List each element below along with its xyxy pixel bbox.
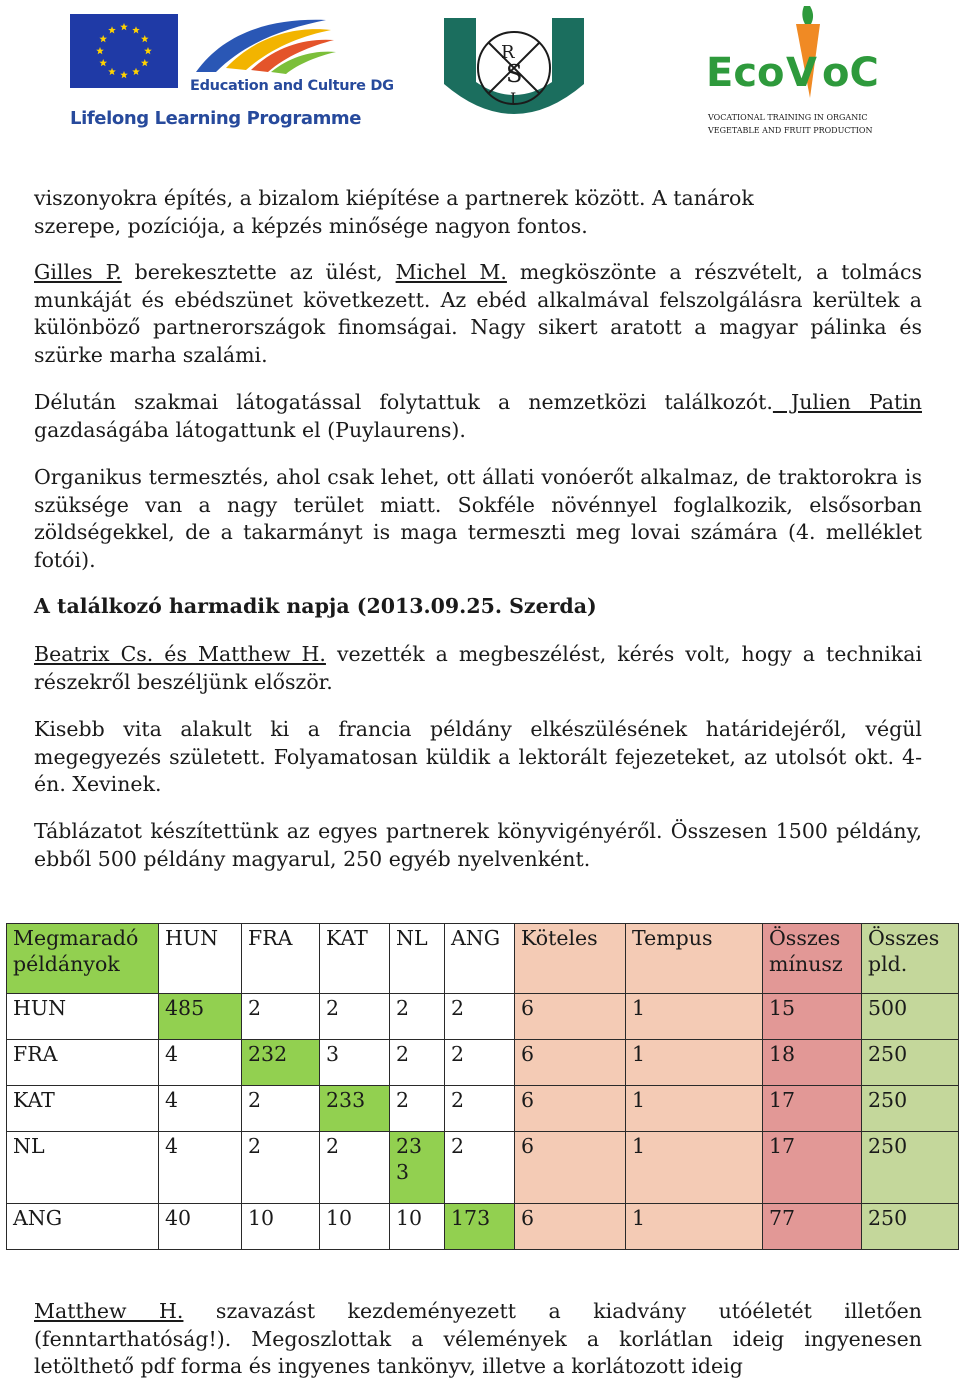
table-cell: 10 [390,1204,445,1250]
table-cell: 2 [390,994,445,1040]
copies-table [6,923,959,1250]
p1-line-1: viszonyokra építés, a bizalom kiépítése a partnerek között. A tanárok [34,186,754,210]
table-header-cell: ANG [445,924,515,994]
table-cell: 4 [159,1132,242,1204]
table-cell: 2 [445,1086,515,1132]
table-cell: 17 [763,1086,862,1132]
table-cell: 3 [320,1040,390,1086]
paragraph-3: Délután szakmai látogatással folytattuk a nemzetközi találkozót. Julien Patin gazdaságába látogattunk el (Puylaurens). [34,390,922,442]
paragraph-7: Táblázatot készítettünk az egyes partnerek könyvigényéről. Összesen 1500 példány, ebből 500 példány magyarul, 250 egyéb nyelvenként. [34,819,922,871]
table-cell: 2 [445,1040,515,1086]
p1-line-2: szerepe, pozíciója, a képzés minősége nagyon fontos. [34,213,588,238]
table-row [7,994,959,1040]
svg-text:Eco: Eco [706,50,785,96]
table-cell: 40 [159,1204,242,1250]
row-label-cell: KAT [7,1086,159,1132]
table-cell: 10 [242,1204,320,1250]
svg-text:S: S [506,60,523,88]
table-cell: 485 [159,994,242,1040]
table-cell: 250 [862,1132,959,1204]
table-cell: 232 [242,1040,320,1086]
u-shield-logo [440,12,588,130]
row-label-cell: ANG [7,1204,159,1250]
svg-text:VEGETABLE AND FRUIT PRODUCTION: VEGETABLE AND FRUIT PRODUCTION [708,126,873,135]
table-header-cell: HUN [159,924,242,994]
table-cell: 1 [626,1132,763,1204]
table-cell: 23 3 [390,1132,445,1204]
table-cell: 2 [390,1086,445,1132]
header-logos [0,0,960,145]
table-cell: 17 [763,1132,862,1204]
table-header-cell: Tempus [626,924,763,994]
table-cell: 6 [515,994,626,1040]
table-cell: 2 [445,994,515,1040]
table-header-cell: KAT [320,924,390,994]
paragraph-2: Gilles P. berekesztette az ülést, Michel M. megköszönte a részvételt, a tolmács munkáját és ebédszünet következett. Az ebéd alkalmával felszolgálásra kerültek a különböző partnerországok finomságai. Nagy sikert aratott a magyar pálinka és szürke marha szalámi. [34,260,922,367]
table-cell: 18 [763,1040,862,1086]
table-row [7,1086,959,1132]
table-cell: 77 [763,1204,862,1250]
table-cell: 250 [862,1040,959,1086]
table-cell: 4 [159,1086,242,1132]
table-cell: 2 [242,994,320,1040]
table-header-cell: Összes pld. [862,924,959,994]
table-header-cell: NL [390,924,445,994]
section-heading: A találkozó harmadik napja (2013.09.25. Szerda) [34,594,597,618]
paragraph-6: Kisebb vita alakult ki a francia példány elkészülésének határidejéről, végül megegyezés született. Folyamatosan küldik a lektorált fejezeteket, az utolsót okt. 4-én. Xevinek. [34,717,922,796]
table-header-cell: Megmaradó példányok [7,924,159,994]
row-label-cell: NL [7,1132,159,1204]
svg-text:VOCATIONAL TRAINING IN ORGANIC: VOCATIONAL TRAINING IN ORGANIC [708,113,868,122]
paragraph-1 [34,185,922,240]
paragraph-8: Matthew H. szavazást kezdeményezett a kiadvány utóéletét illetően (fenntarthatóság!). Megoszlottak a vélemények a korlátlan ideig ingyenesen letölthető pdf forma és ingyenes tankönyv, illetve a korlátozott ideig [34,1299,923,1378]
paragraph-5: Beatrix Cs. és Matthew H. vezették a megbeszélést, kérés volt, hogy a technikai részekről beszéljünk először. [34,642,922,694]
table-cell: 1 [626,1040,763,1086]
table-cell: 173 [445,1204,515,1250]
table-cell: 1 [626,1086,763,1132]
lifelong-swoosh-logo [186,10,336,80]
table-header-row [7,924,959,994]
table-cell: 250 [862,1204,959,1250]
table-cell: 6 [515,1132,626,1204]
table-cell: 6 [515,1204,626,1250]
table-cell: 6 [515,1040,626,1086]
name-julien: Julien Patin [772,390,922,414]
row-label-cell: FRA [7,1040,159,1086]
table-cell: 233 [320,1086,390,1132]
table-cell: 1 [626,1204,763,1250]
table-cell: 1 [626,994,763,1040]
table-cell: 4 [159,1040,242,1086]
paragraph-4: Organikus termesztés, ahol csak lehet, ott állati vonóerőt alkalmaz, de traktorokra is szüksége van a nagy terület miatt. Sokféle növénnyel foglalkozik, elsősorban zöldségekkel, de a takarmányt is maga termeszti meg lovai számára (4. melléklet fotói). [34,465,922,572]
name-beatrix-matthew: Beatrix Cs. és Matthew H. [34,642,326,666]
table-cell: 2 [242,1086,320,1132]
edu-culture-text: Education and Culture DG [190,78,394,94]
eu-flag-logo [70,14,178,88]
name-gilles: Gilles P. [34,260,122,284]
table-header-cell: Összes mínusz [763,924,862,994]
table-cell: 15 [763,994,862,1040]
table-header-cell: Köteles [515,924,626,994]
lifelong-learning-text: Lifelong Learning Programme [70,108,362,129]
row-label-cell: HUN [7,994,159,1040]
table-row [7,1204,959,1250]
table-cell: 2 [390,1040,445,1086]
table-cell: 2 [320,1132,390,1204]
table-row [7,1040,959,1086]
table-cell: 2 [320,994,390,1040]
name-matthew: Matthew H. [34,1299,184,1323]
table-cell: 250 [862,1086,959,1132]
table-header-cell: FRA [242,924,320,994]
ecovoc-logo [700,2,890,137]
name-michel: Michel M. [395,260,507,284]
table-row [7,1132,959,1204]
svg-text:R: R [501,42,515,63]
table-cell: 2 [242,1132,320,1204]
svg-text:V: V [786,50,817,96]
table-cell: 6 [515,1086,626,1132]
svg-text:I: I [510,89,517,108]
svg-text:oC: oC [822,50,879,96]
table-cell: 500 [862,994,959,1040]
table-cell: 2 [445,1132,515,1204]
table-cell: 10 [320,1204,390,1250]
